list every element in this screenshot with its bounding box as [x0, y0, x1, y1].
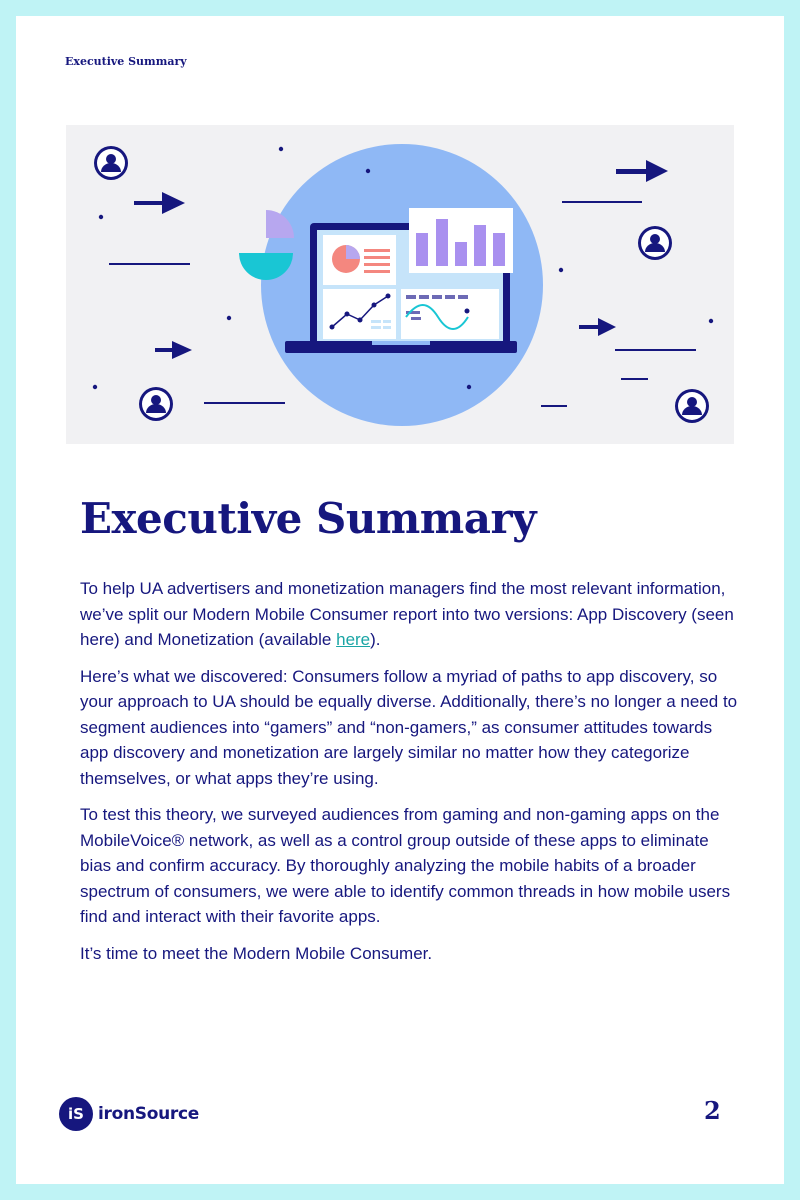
page-title: Executive Summary: [80, 494, 536, 543]
bar-chart-icon: [409, 208, 513, 273]
paragraph-2: Here’s what we discovered: Consumers follow a myriad of paths to app discovery, so your approach to UA should be equally diverse. Additionally, there’s no longer a need to segment audiences into “gamers” and “non-gamers,” as consumer attitudes towards app discovery and monetization are largely similar no matter how they categorize themselves, or what apps they’re using.: [80, 666, 738, 788]
illustration-svg: [66, 125, 734, 444]
body-text: [80, 576, 740, 977]
paragraph-3: To test this theory, we surveyed audiences from gaming and non-gaming apps on the MobileVoice® network, as well as a control group outside of these apps to eliminate bias and confirm accuracy. By thoroughly analyzing the mobile habits of a broader spectrum of consumers, we were able to identify common threads in how mobile users find and interact with their favorite apps.: [80, 805, 731, 926]
running-header: Executive Summary: [65, 55, 187, 68]
monetization-report-link[interactable]: here: [336, 630, 371, 649]
logo-text: ironSource: [98, 1104, 200, 1124]
page-number: 2: [704, 1096, 721, 1125]
ironsource-logo: [59, 1097, 199, 1131]
paragraph-1-text: To help UA advertisers and monetization managers find the most relevant information, we’ve split our Modern Mobile Consumer report into two versions: App Discovery (seen here) and Monetization (available: [80, 579, 734, 649]
paragraph-1-end: ).: [370, 630, 381, 649]
paragraph-1: [80, 576, 740, 653]
user-icon: [139, 387, 173, 421]
user-icon: [94, 146, 128, 180]
paragraph-4: It’s time to meet the Modern Mobile Consumer.: [80, 943, 433, 963]
page: [16, 16, 784, 1184]
user-icon: [675, 389, 709, 423]
user-icon: [638, 226, 672, 260]
logo-mark: iS: [59, 1097, 93, 1131]
hero-illustration: [66, 125, 734, 444]
